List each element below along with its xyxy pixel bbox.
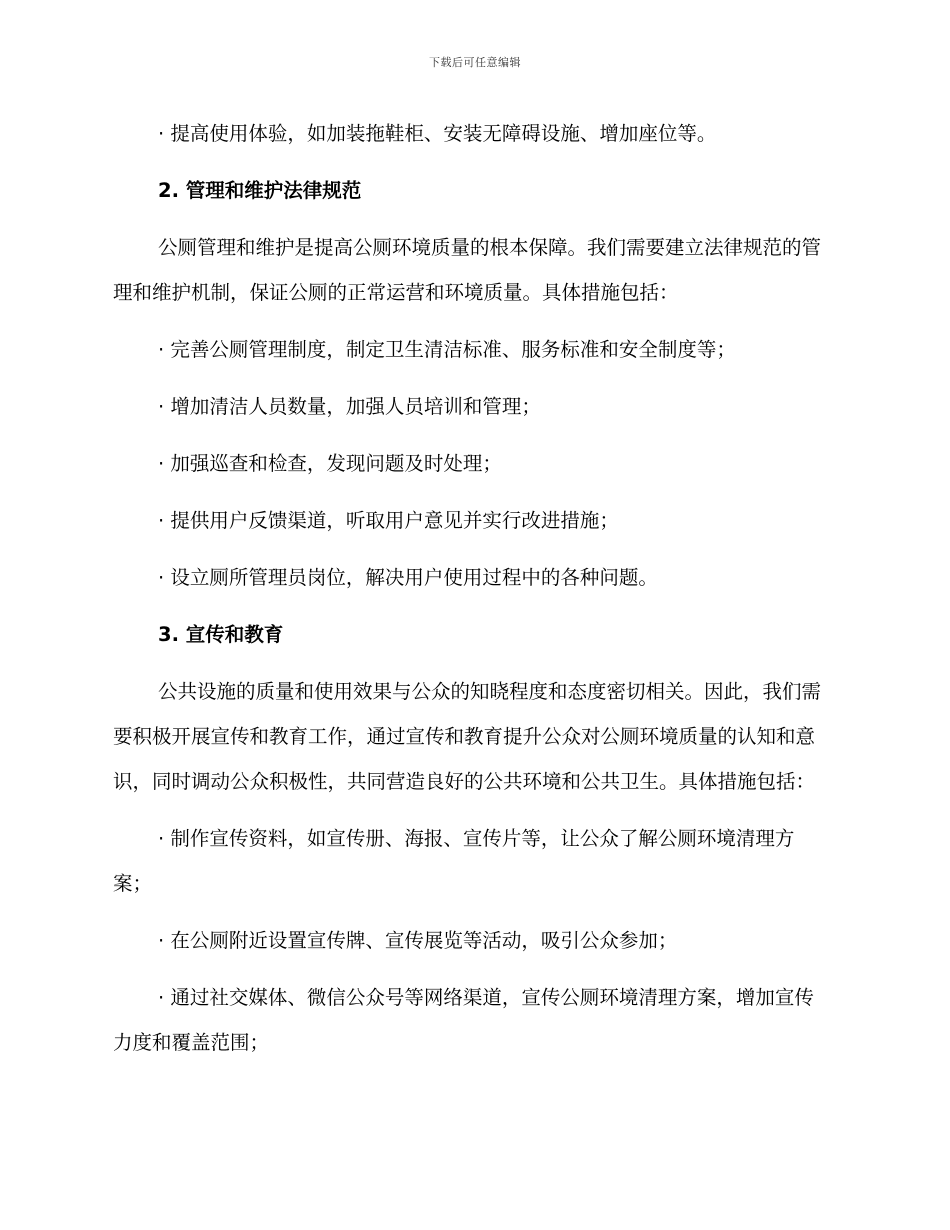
bullet-paragraph: · 完善公厕管理制度，制定卫生清洁标准、服务标准和安全制度等；: [158, 338, 736, 361]
section-heading: 3. 宣传和教育: [158, 623, 284, 646]
bullet-paragraph: · 通过社交媒体、微信公众号等网络渠道，宣传公厕环境清理方案，增加宣传力度和覆盖范围；: [113, 986, 814, 1054]
bullet-paragraph: · 加强巡查和检查，发现问题及时处理；: [158, 452, 502, 475]
section-heading: 2. 管理和维护法律规范: [158, 179, 362, 202]
document-body: [113, 111, 833, 1077]
body-paragraph: 公共设施的质量和使用效果与公众的知晓程度和态度密切相关。因此，我们需要积极开展宣传和教育工作，通过宣传和教育提升公众对公厕环境质量的认知和意识，同时调动公众积极性，共同营造良好的公共环境和公共卫生。具体措施包括：: [113, 680, 822, 793]
bullet-paragraph: · 制作宣传资料，如宣传册、海报、宣传片等，让公众了解公厕环境清理方案；: [113, 827, 795, 895]
bullet-paragraph: · 增加清洁人员数量，加强人员培训和管理；: [158, 395, 541, 418]
bullet-paragraph: · 在公厕附近设置宣传牌、宣传展览等活动，吸引公众参加；: [158, 929, 678, 952]
header-note: 下载后可任意编辑: [429, 56, 521, 69]
bullet-paragraph: · 提高使用体验，如加装拖鞋柜、安装无障碍设施、增加座位等。: [158, 122, 717, 145]
body-paragraph: 公厕管理和维护是提高公厕环境质量的根本保障。我们需要建立法律规范的管理和维护机制，保证公厕的正常运营和环境质量。具体措施包括：: [113, 236, 822, 304]
bullet-paragraph: · 设立厕所管理员岗位，解决用户使用过程中的各种问题。: [158, 566, 658, 589]
bullet-paragraph: · 提供用户反馈渠道，听取用户意见并实行改进措施；: [158, 509, 619, 532]
